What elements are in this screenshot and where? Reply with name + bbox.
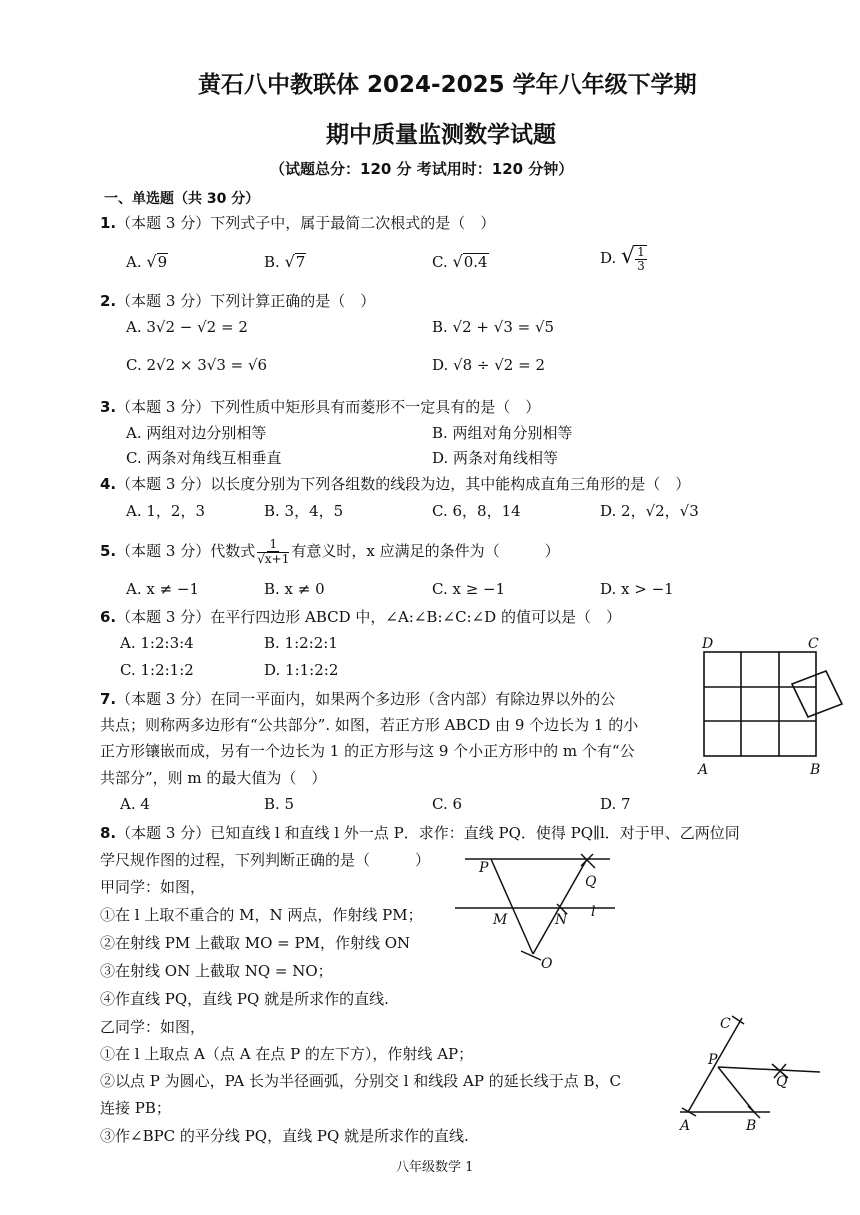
question-8-line2: 学尺规作图的过程，下列判断正确的是（ ） [100, 851, 431, 869]
question-6: 6.（本题 3 分）在平行四边形 ABCD 中，∠A:∠B:∠C:∠D 的值可以是（ ） [100, 608, 621, 626]
question-7: 7.（本题 3 分）在同一平面内，如果两个多边形（含内部）有除边界以外的公 [100, 690, 616, 708]
tilted-square [792, 671, 842, 717]
svg-text:O: O [541, 956, 553, 972]
yi-step-2b: 连接 PB； [100, 1099, 171, 1117]
ray-pm [491, 859, 533, 954]
exam-meta: （试题总分：120 分 考试用时：120 分钟） [270, 160, 574, 178]
jia-title: 甲同学：如图， [100, 878, 206, 896]
question-stem: （本题 3 分）下列式子中，属于最简二次根式的是（ ） [116, 214, 496, 232]
label-c: C [808, 636, 819, 652]
yi-title: 乙同学：如图， [100, 1018, 206, 1036]
q2-option-d: D. √8 ÷ √2 = 2 [432, 356, 545, 374]
q2-option-c: C. 2√2 × 3√3 = √6 [126, 356, 268, 374]
q2-option-b: B. √2 + √3 = √5 [432, 318, 555, 336]
jia-step-1: ①在 l 上取不重合的 M，N 两点，作射线 PM； [100, 906, 423, 924]
line-pq [718, 1067, 820, 1072]
q6-option-a: A. 1:2:3:4 [120, 634, 194, 652]
q1-option-d: D. √ $\frac{1}{3}$ [600, 244, 645, 273]
exam-title-line2: 期中质量监测数学试题 [326, 122, 556, 148]
yi-step-2: ②以点 P 为圆心，PA 长为半径画弧，分别交 l 和线段 AP 的延长线于点 B，C [100, 1072, 622, 1090]
question-number: 1. [100, 214, 117, 232]
question-1 [100, 212, 495, 233]
q5-option-b: B. x ≠ 0 [264, 580, 325, 598]
segment-pb [718, 1067, 754, 1112]
q1-option-c: C. √0.4 [432, 252, 488, 271]
svg-text:Q: Q [776, 1074, 788, 1090]
q3-option-b: B. 两组对角分别相等 [432, 424, 573, 442]
label-a: A [698, 762, 709, 778]
question-4: 4.（本题 3 分）以长度分别为下列各组数的线段为边，其中能构成直角三角形的是（ ） [100, 475, 691, 493]
q5-option-a: A. x ≠ −1 [126, 580, 200, 598]
q4-option-c: C. 6，8，14 [432, 502, 521, 520]
q1-option-a: A. √9 [126, 252, 168, 271]
q7-option-b: B. 5 [264, 795, 295, 813]
q7-grid-figure [690, 632, 855, 782]
svg-text:l: l [591, 904, 596, 920]
q5-option-c: C. x ≥ −1 [432, 580, 506, 598]
jia-step-3: ③在射线 ON 上截取 NQ = NO； [100, 962, 333, 980]
jia-step-2: ②在射线 PM 上截取 MO = PM，作射线 ON [100, 934, 411, 952]
jia-construction-figure [455, 852, 625, 972]
question-2: 2.（本题 3 分）下列计算正确的是（ ） [100, 292, 376, 310]
svg-text:N: N [555, 912, 568, 928]
yi-construction-figure [670, 1012, 830, 1137]
q7-option-a: A. 4 [120, 795, 150, 813]
q3-option-d: D. 两条对角线相等 [432, 449, 559, 467]
label-d: D [702, 636, 714, 652]
q6-option-b: B. 1:2:2:1 [264, 634, 338, 652]
q6-option-d: D. 1:1:2:2 [264, 661, 339, 679]
yi-step-1: ①在 l 上取点 A（点 A 在点 P 的左下方），作射线 AP； [100, 1045, 474, 1063]
question-7-line4: 共部分”，则 m 的最大值为（ ） [100, 769, 327, 787]
exam-title-line1: 黄石八中教联体 2024-2025 学年八年级下学期 [198, 72, 697, 98]
svg-text:M: M [493, 912, 508, 928]
question-7-line3: 正方形镶嵌而成，另有一个边长为 1 的正方形与这 9 个小正方形中的 m 个有“公 [100, 742, 635, 760]
question-3: 3.（本题 3 分）下列性质中矩形具有而菱形不一定具有的是（ ） [100, 398, 541, 416]
jia-step-4: ④作直线 PQ，直线 PQ 就是所求作的直线. [100, 990, 389, 1008]
q7-option-c: C. 6 [432, 795, 463, 813]
page-footer: 八年级数学 1 [396, 1160, 474, 1175]
question-7-line2: 共点；则称两多边形有“公共部分”. 如图，若正方形 ABCD 由 9 个边长为 1 的小 [100, 716, 639, 734]
svg-text:Q: Q [585, 874, 597, 890]
q3-option-c: C. 两条对角线互相垂直 [126, 449, 282, 467]
q5-option-d: D. x > −1 [600, 580, 674, 598]
svg-text:C: C [720, 1016, 731, 1032]
q3-option-a: A. 两组对边分别相等 [126, 424, 267, 442]
question-5: 5.（本题 3 分）代数式 $\frac{1}{√x+1}$ 有意义时，x 应满足的条件为（ ） [100, 537, 560, 566]
svg-text:P: P [479, 860, 489, 876]
section-heading: 一、单选题（共 30 分） [104, 191, 260, 207]
svg-text:A: A [680, 1118, 691, 1134]
svg-text:P: P [708, 1052, 718, 1068]
q7-option-d: D. 7 [600, 795, 631, 813]
q2-option-a: A. 3√2 − √2 = 2 [126, 318, 248, 336]
q4-option-d: D. 2，√2，√3 [600, 502, 699, 520]
yi-step-3: ③作∠BPC 的平分线 PQ，直线 PQ 就是所求作的直线. [100, 1127, 469, 1145]
q1-option-b: B. √7 [264, 252, 306, 271]
q4-option-a: A. 1，2，3 [126, 502, 205, 520]
q6-option-c: C. 1:2:1:2 [120, 661, 194, 679]
q4-option-b: B. 3，4，5 [264, 502, 344, 520]
label-b: B [810, 762, 821, 778]
svg-text:B: B [746, 1118, 757, 1134]
question-8: 8.（本题 3 分）已知直线 l 和直线 l 外一点 P．求作：直线 PQ．使得 PQ∥l．对于甲、乙两位同 [100, 824, 740, 842]
